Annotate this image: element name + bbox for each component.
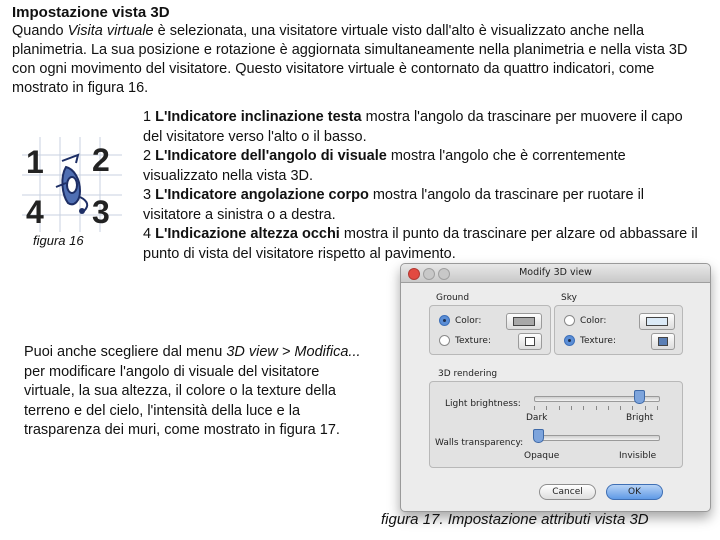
sky-group: [554, 305, 683, 355]
modify-view-paragraph: Puoi anche scegliere dal menu 3D view > Modifica... per modificare l'angolo di visuale del visitatore virtuale, la sua altezza, il colore o la texture della terreno e del cielo, l'intensità della luce e la trasparenza dei muri, come mostrato in figura 17.: [24, 344, 361, 438]
walls-min-label: Opaque: [524, 451, 560, 461]
ground-texture-option[interactable]: Texture:: [439, 335, 491, 346]
light-brightness-ticks: [534, 406, 658, 410]
slider-tick: [559, 406, 560, 410]
page-title: Impostazione vista 3D: [12, 4, 170, 21]
slider-tick: [583, 406, 584, 410]
slider-tick: [657, 406, 658, 410]
sky-color-option[interactable]: Color:: [564, 315, 606, 326]
indicator-2-number: 2: [92, 142, 110, 178]
sky-color-radio[interactable]: [564, 315, 575, 326]
ground-color-swatch: [513, 317, 535, 326]
slider-tick: [596, 406, 597, 410]
indicator-item-3: 3 L'Indicatore angolazione corpo mostra l'angolo da trascinare per ruotare il visitatore a sinistra o a destra.: [143, 187, 645, 223]
slider-tick: [608, 406, 609, 410]
slider-tick: [632, 406, 633, 410]
ground-group-label: Ground: [436, 293, 470, 303]
indicator-item-4: 4 L'Indicazione altezza occhi mostra il punto da trascinare per alzare od abbassare il punto di vista del visitatore rispetto al pavimento.: [143, 226, 698, 262]
sky-group-label: Sky: [561, 293, 577, 303]
intro-paragraph: Quando Visita virtuale è selezionata, una visitatore virtuale visto dall'alto è visualizzato anche nella planimetria. La sua posizione e rotazione è aggiornata simultaneamente nella planimetria e nella vista 3D con ogni movimento del visitatore. Questo visitatore virtuale è contornato da quattro indicatori, come mostrato in figura 16.: [12, 23, 688, 96]
ground-texture-preview: [525, 337, 535, 346]
dialog-title: Modify 3D view: [519, 267, 592, 278]
sky-color-button[interactable]: [639, 313, 675, 330]
ground-texture-button[interactable]: [518, 333, 542, 350]
sky-texture-preview: [658, 337, 668, 346]
ground-color-button[interactable]: [506, 313, 542, 330]
sky-texture-option[interactable]: Texture:: [564, 335, 616, 346]
sky-texture-button[interactable]: [651, 333, 675, 350]
modify-3d-view-dialog: [400, 263, 711, 512]
figure-16-caption: figura 16: [33, 233, 84, 248]
ground-group: [429, 305, 551, 355]
indicator-item-2: 2 L'Indicatore dell'angolo di visuale mostra l'angolo che è correntemente visualizzato nella vista 3D.: [143, 148, 626, 184]
rendering-group-label: 3D rendering: [438, 369, 498, 379]
light-max-label: Bright: [626, 413, 654, 423]
ok-button[interactable]: OK: [606, 484, 663, 500]
ground-color-radio[interactable]: [439, 315, 450, 326]
indicator-item-1: 1 L'Indicatore inclinazione testa mostra l'angolo da trascinare per muovere il capo del visitatore verso l'alto o il basso.: [143, 109, 683, 145]
walls-transparency-label: Walls transparency:: [435, 438, 524, 448]
slider-tick: [620, 406, 621, 410]
cancel-button[interactable]: Cancel: [539, 484, 596, 500]
light-brightness-thumb[interactable]: [634, 390, 645, 404]
indicator-list: [143, 108, 703, 264]
slider-tick: [571, 406, 572, 410]
indicator-3-number: 3: [92, 194, 110, 230]
walls-transparency-ticks: [534, 445, 658, 449]
light-min-label: Dark: [526, 413, 548, 423]
indicator-1-number: 1: [26, 144, 44, 180]
walls-max-label: Invisible: [619, 451, 657, 461]
slider-tick: [645, 406, 646, 410]
light-brightness-label: Light brightness:: [445, 399, 521, 409]
ground-color-option[interactable]: Color:: [439, 315, 481, 326]
slider-tick: [546, 406, 547, 410]
rendering-group: [429, 381, 683, 468]
walls-transparency-slider[interactable]: [534, 435, 660, 441]
figure-16-visitor-indicators: [22, 137, 122, 232]
indicator-4-number: 4: [26, 194, 44, 230]
dialog-titlebar: [401, 264, 710, 283]
sky-color-swatch: [646, 317, 668, 326]
sky-texture-radio[interactable]: [564, 335, 575, 346]
ground-texture-radio[interactable]: [439, 335, 450, 346]
slider-tick: [534, 406, 535, 410]
figure-17-caption: figura 17. Impostazione attributi vista 3D: [381, 511, 649, 528]
walls-transparency-thumb[interactable]: [533, 429, 544, 443]
